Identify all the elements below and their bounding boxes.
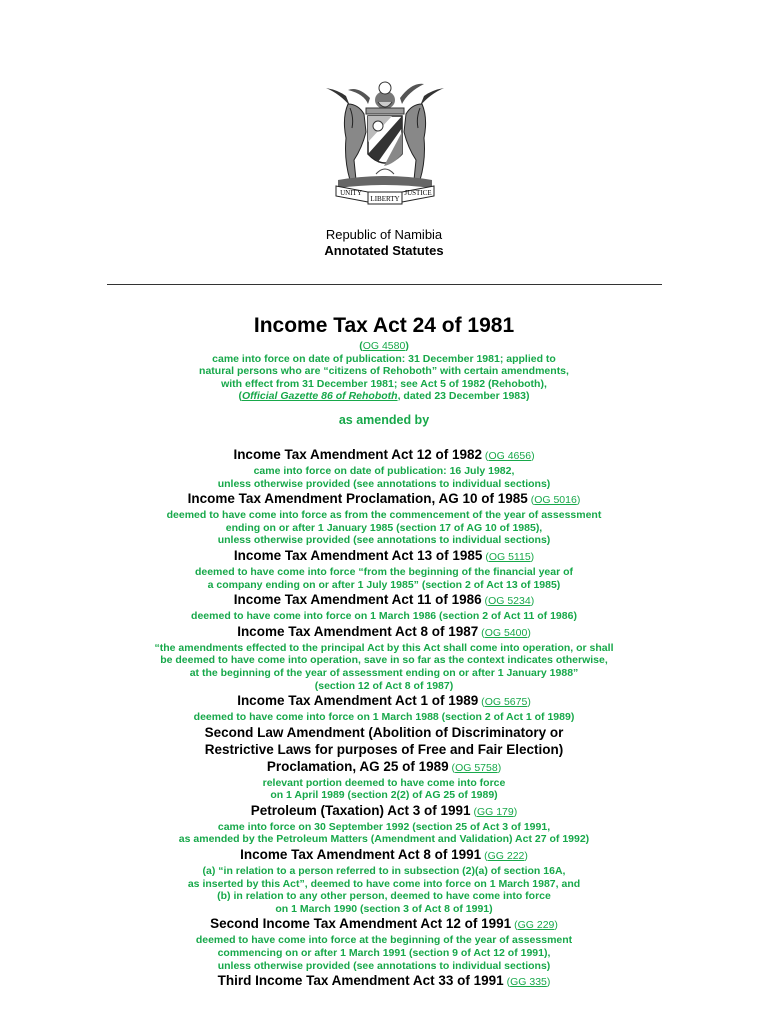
gazette-ref-link[interactable]: OG 5400 — [484, 626, 528, 639]
amendment-title-text: Second Income Tax Amendment Act 12 of 1991 — [210, 916, 512, 932]
amendment-item — [0, 692, 768, 724]
amendment-title — [0, 692, 768, 711]
amendment-note: as inserted by this Act”, deemed to have come into force on 1 March 1987, and — [187, 877, 581, 890]
amendment-note: (a) “in relation to a person referred to in subsection (2)(a) of section 16A, — [202, 865, 566, 878]
amendment-title-text: Restrictive Laws for purposes of Free and Fair Election) — [204, 741, 564, 757]
amendment-note: unless otherwise provided (see annotations to individual sections) — [217, 959, 551, 972]
amendment-list — [0, 446, 768, 991]
amendment-item — [0, 802, 768, 846]
amendment-item — [0, 623, 768, 692]
amendment-note: a company ending on or after 1 July 1985” (section 2 of Act 13 of 1985) — [207, 578, 561, 591]
amendment-title — [0, 915, 768, 934]
amendment-note: deemed to have come into force on 1 March 1988 (section 2 of Act 1 of 1989) — [193, 711, 575, 724]
amendment-item — [0, 846, 768, 915]
amendment-note: deemed to have come into force on 1 March 1986 (section 2 of Act 11 of 1986) — [191, 610, 577, 623]
amendment-note: commencing on or after 1 March 1991 (section 9 of Act 12 of 1991), — [217, 947, 551, 960]
amendment-title-text: Income Tax Amendment Act 11 of 1986 — [233, 592, 482, 608]
gazette-ref: (OG 5234) — [481, 595, 535, 608]
amendment-item — [0, 915, 768, 972]
motto-unity: UNITY — [340, 189, 362, 197]
intro-line: with effect from 31 December 1981; see Act 5 of 1982 (Rehoboth), — [221, 377, 547, 390]
amendment-title — [0, 490, 768, 509]
amendment-title-text: Proclamation, AG 25 of 1989 — [266, 758, 449, 774]
amendment-note: as amended by the Petroleum Matters (Amendment and Validation) Act 27 of 1992) — [178, 833, 590, 846]
gazette-ref-link[interactable]: GG 179 — [476, 805, 514, 818]
amendment-title — [0, 547, 768, 566]
page-title: Income Tax Act 24 of 1981 — [253, 314, 515, 337]
amendment-note: unless otherwise provided (see annotations to individual sections) — [217, 534, 551, 547]
namibia-coat-of-arms-icon — [318, 68, 452, 210]
republic-label: Republic of Namibia — [325, 227, 443, 242]
gazette-ref: (GG 222) — [481, 850, 528, 863]
gazette-ref-link[interactable]: GG 335 — [510, 976, 547, 989]
gazette-ref: (GG 179) — [470, 805, 518, 818]
amendment-title — [0, 846, 768, 865]
gazette-ref: (GG 335) — [503, 976, 551, 989]
publisher-block — [0, 227, 768, 259]
og-link[interactable]: OG 4580 — [362, 340, 406, 352]
motto-justice: JUSTICE — [404, 189, 432, 197]
amendment-note: deemed to have come into force “from the beginning of the financial year of — [194, 565, 574, 578]
header-divider — [107, 284, 662, 285]
amendment-title-text: Income Tax Amendment Act 8 of 1991 — [240, 847, 482, 863]
intro-line: natural persons who are “citizens of Rehoboth” with certain amendments, — [199, 365, 569, 378]
amendment-title-text: Income Tax Amendment Act 12 of 1982 — [233, 446, 483, 462]
gazette-ref: (OG 5115) — [482, 550, 535, 563]
amendment-note: deemed to have come into force as from the commencement of the year of assessment — [166, 509, 602, 522]
gazette-ref-link[interactable]: GG 222 — [487, 850, 525, 863]
gazette-ref: (OG 4656) — [482, 449, 535, 462]
annotated-label: Annotated Statutes — [324, 243, 444, 258]
gazette-ref-link[interactable]: OG 5234 — [488, 595, 531, 608]
intro-gazette-line: (Official Gazette 86 of Rehoboth, dated 23 December 1983) — [238, 390, 530, 403]
amendment-title — [0, 623, 768, 642]
gazette-ref: (OG 5758) — [448, 761, 502, 774]
amendment-note: “the amendments effected to the principal Act by this Act shall come into operation, or shall — [154, 641, 614, 654]
amendment-note: relevant portion deemed to have come into force — [262, 776, 506, 789]
amendment-title-text: Income Tax Amendment Proclamation, AG 10 of 1985 — [187, 491, 528, 507]
statute-header — [0, 312, 768, 991]
amendment-title-text: Income Tax Amendment Act 13 of 1985 — [233, 547, 483, 563]
amendment-note: deemed to have come into force at the beginning of the year of assessment — [195, 934, 573, 947]
amendment-title — [0, 591, 768, 610]
amendment-note: (b) in relation to any other person, deemed to have come into force — [217, 890, 551, 903]
gazette-ref-link[interactable]: OG 5115 — [488, 550, 531, 563]
intro-notes — [0, 353, 768, 391]
amendment-note: came into force on date of publication: 16 July 1982, — [253, 464, 515, 477]
amendment-note: unless otherwise provided (see annotations to individual sections) — [217, 477, 551, 490]
amendment-title — [0, 802, 768, 821]
gazette-ref-link[interactable]: OG 5675 — [484, 696, 528, 709]
amendment-item — [0, 591, 768, 623]
amendment-item — [0, 972, 768, 991]
gazette-ref: (OG 5016) — [527, 494, 581, 507]
gazette-ref: (OG 5675) — [478, 696, 531, 709]
amendment-item — [0, 490, 768, 547]
amendment-item — [0, 446, 768, 490]
amendment-title — [0, 758, 768, 777]
amendment-title-text: Second Law Amendment (Abolition of Discriminatory or — [204, 724, 564, 740]
amendment-title — [0, 446, 768, 465]
gazette-ref: (GG 229) — [511, 919, 558, 932]
amendment-title-text: Income Tax Amendment Act 8 of 1987 — [237, 623, 479, 639]
amendment-title-text: Third Income Tax Amendment Act 33 of 1991 — [217, 973, 504, 989]
amendment-item — [0, 724, 768, 802]
gazette-ref-link[interactable]: OG 5758 — [455, 761, 498, 774]
amendment-title-text: Income Tax Amendment Act 1 of 1989 — [237, 693, 479, 709]
amended-by-heading: as amended by — [338, 412, 430, 427]
intro-line: came into force on date of publication: 31 December 1981; applied to — [212, 352, 556, 365]
amendment-item — [0, 547, 768, 591]
og-reference: (OG 4580) — [359, 340, 409, 352]
gazette-ref-link[interactable]: OG 4656 — [488, 449, 532, 462]
gazette-ref-link[interactable]: OG 5016 — [534, 494, 577, 507]
gazette-link[interactable]: Official Gazette 86 of Rehoboth — [242, 390, 398, 403]
motto-liberty: LIBERTY — [370, 195, 400, 203]
gazette-ref-link[interactable]: GG 229 — [517, 919, 555, 932]
amendment-title — [0, 972, 768, 991]
amendment-note: at the beginning of the year of assessment ending on or after 1 January 1988” — [189, 666, 579, 679]
amendment-note: on 1 April 1989 (section 2(2) of AG 25 of 1989) — [270, 789, 498, 802]
amendment-note: came into force on 30 September 1992 (section 25 of Act 3 of 1991, — [217, 820, 551, 833]
gazette-suffix: , dated 23 December 1983) — [397, 390, 530, 403]
amendment-note: on 1 March 1990 (section 3 of Act 8 of 1991) — [275, 902, 493, 915]
amendment-title — [0, 741, 768, 758]
amendment-note: ending on or after 1 January 1985 (section 17 of AG 10 of 1985), — [225, 521, 543, 534]
amendment-note: (section 12 of Act 8 of 1987) — [314, 679, 454, 692]
gazette-ref: (OG 5400) — [478, 626, 531, 639]
amendment-title — [0, 724, 768, 741]
amendment-note: be deemed to have come into operation, save in so far as the context indicates otherwise, — [160, 654, 608, 667]
amendment-title-text: Petroleum (Taxation) Act 3 of 1991 — [250, 802, 471, 818]
